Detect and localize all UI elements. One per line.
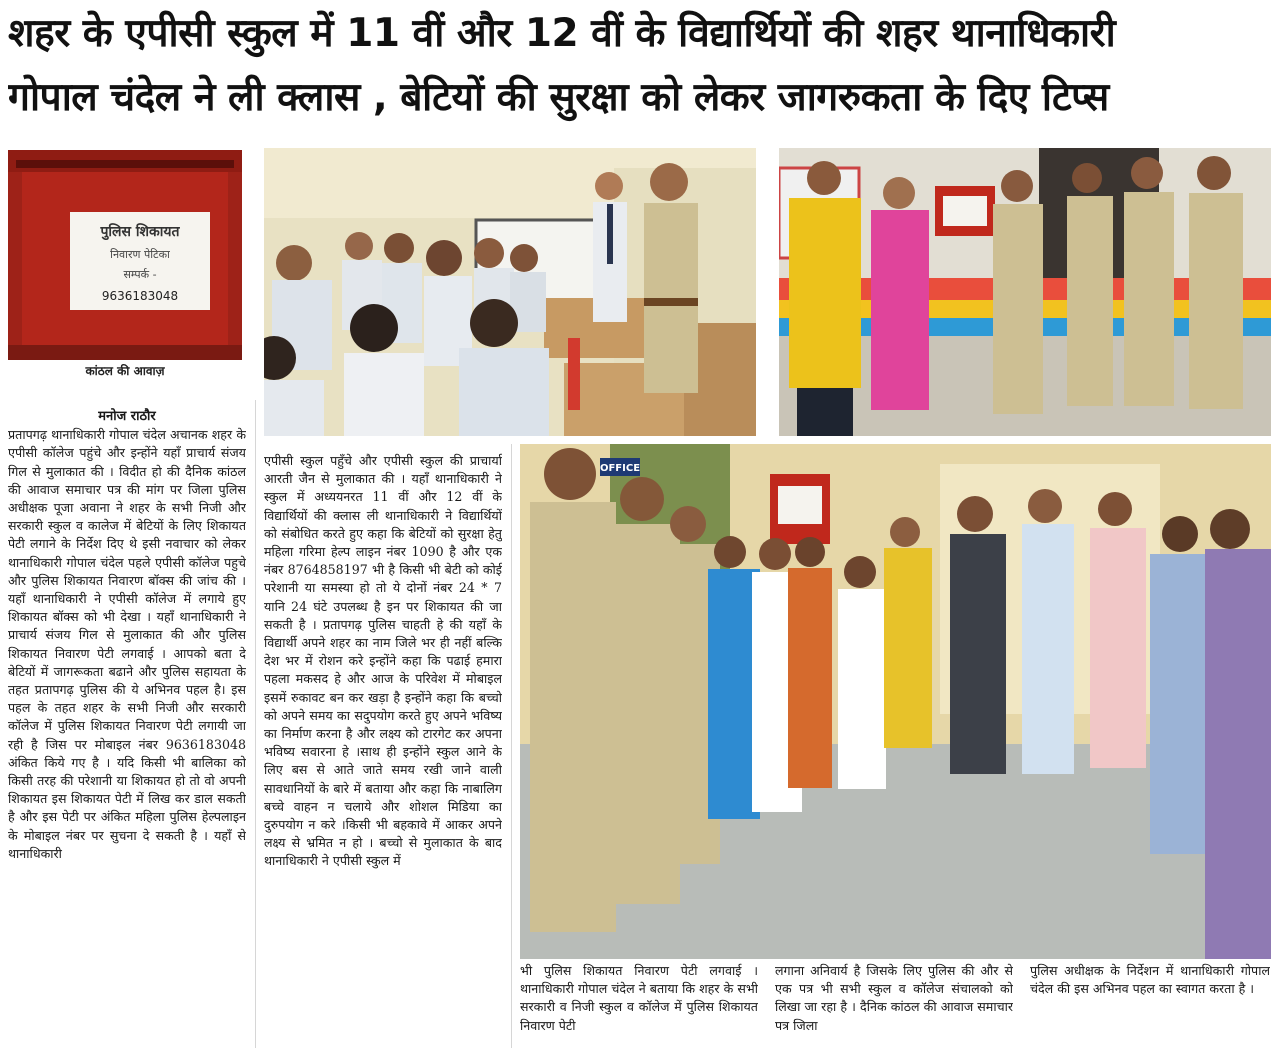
article-column-4	[775, 962, 1013, 1050]
article-text-col5: पुलिस अधीक्षक के निर्देशन में थानाधिकारी गोपाल चंदेल की इस अभिनव पहल का स्वागत करता है ।	[1030, 963, 1270, 997]
complaint-box-subtitle: निवारण पेटिका	[110, 248, 170, 261]
complaint-box-phone: 9636183048	[101, 289, 179, 303]
complaint-box-contact: सम्पर्क -	[123, 268, 157, 281]
complaint-box-photo	[8, 150, 242, 360]
column-rule-1	[255, 400, 256, 1048]
officials-group-photo	[779, 148, 1271, 436]
article-column-2	[264, 452, 502, 1050]
article-text-col1: प्रतापगढ़ थानाधिकारी गोपाल चंदेल अचानक शहर के एपीसी कॉलेज पहुंचे और इन्होंने यहाँ प्राचार्य संजय गिल से मुलाकात की । विदीत हो की दैनिक कांठल की आवाज समाचार पत्र की मांग पर जिला पुलिस अधीक्षक पूजा अवाना ने शहर के सभी निजी और सरकारी स्कुल व कालेज में बेटियों के लिए शिकायत पेटी लगाने के निर्देश दिए थे इसी नवाचार को लेकर थानाधिकारी गोपाल चंदेल पहले एपीसी कॉलेज पहुचे और पुलिस शिकायत निवारण बॉक्स की जांच की । यहाँ थानाधिकारी ने एपीसी कॉलेज में लगाये हुए शिकायत बॉक्स को भी देखा । यहाँ थानाधिकारी ने प्राचार्य संजय गिल से मुलाकात की और पुलिस शिकायत निवारण पेटी लगवाई । आपको बता दे बेटियों में जागरूकता बढाने और पुलिस सहायता के तहत प्रतापगढ़ पुलिस की ये अभिनव पहल है। इस पहल के तहत शहर के सभी निजी और सरकारी कॉलेज में पुलिस शिकायत निवारण पेटी लगायी जा रही है जिस पर मोबाइल नंबर 9636183048 अंकित किये गए है । यदि किसी भी बालिका को किसी तरह की परेशानी या शिकायत हो तो वो अपनी शिकायत इस शिकायत पेटी में लिख कर डाल सकती है और इस पेटी पर अंकित महिला पुलिस हेल्पलाइन के मोबाइल नंबर पर सुचना दे सकती है । यहाँ से थानाधिकारी	[8, 427, 246, 861]
headline-line-1: शहर के एपीसी स्कुल में 11 वीं और 12 वीं के विद्यार्थियों की शहर थानाधिकारी	[8, 11, 1116, 56]
complaint-box-title: पुलिस शिकायत	[100, 224, 180, 240]
article-column-3	[520, 962, 758, 1050]
headline-line-2: गोपाल चंदेल ने ली क्लास , बेटियों की सुरक्षा को लेकर जागरुकता के दिए टिप्स	[8, 75, 1109, 120]
article-text-col3: भी पुलिस शिकायत निवारण पेटी लगवाई । थानाधिकारी गोपाल चंदेल ने बताया कि शहर के सभी सरकारी व निजी स्कुल व कॉलेज में पुलिस शिकायत निवारण पेटी	[520, 963, 758, 1033]
article-column-5	[1030, 962, 1270, 1050]
classroom-photo	[264, 148, 756, 436]
article-text-col4: लगाना अनिवार्य है जिसके लिए पुलिस की और से एक पत्र भी सभी स्कुल व कॉलेज संचालको को लिखा जा रहा है । दैनिक कांठल की आवाज समाचार पत्र जिला	[775, 963, 1013, 1033]
headline	[8, 2, 1270, 130]
students-police-group-photo	[520, 444, 1271, 959]
article-column-1	[8, 408, 246, 1050]
byline: मनोज राठौर	[98, 409, 156, 424]
office-door-sign: OFFICE	[599, 463, 641, 474]
column-rule-2	[511, 444, 512, 1048]
photo-caption: कांठल की आवाज़	[85, 364, 165, 378]
article-text-col2: एपीसी स्कुल पहुँचे और एपीसी स्कुल की प्राचार्या आरती जैन से मुलाकात की । यहाँ थानाधिकारी ने स्कुल में अध्ययनरत 11 वीं और 12 वीं के विद्यार्थियों की क्लास ली थानाधिकारी ने विद्यार्थियों को संबोधित करते हुए कहा कि बेटियों को सुरक्षा हेतु महिला गरिमा हेल्प लाइन नंबर 1090 है और एक नंबर 8764858197 भी है किसी भी बेटी को कोई परेशानी या समस्या हो तो ये दोनों नंबर 24 * 7 यानि 24 घंटे उपलब्ध है इन पर शिकायत की जा सकती है । प्रतापगढ़ पुलिस चाहती हे की यहाँ के विद्यार्थी अपने शहर का नाम जिले भर ही नहीं बल्कि देश भर में रोशन करे इन्होंने कहा कि पढाई हमारा पहला मकसद हे और आज के परिवेश में मोबाइल इसमें रुकावट बन कर खड़ा है इन्होंने कहा कि बच्चो को अपने समय का सदुपयोग करते हुए अपने भविष्य का निर्माण करना है और लक्ष्य को टारगेट कर अपना भविष्य सवारना हे ।साथ ही इन्होंने स्कुल आने के लिए बस से आते जाते समय रखी जाने वाली सावधानियों के बारे में बताया और कहा कि नाबालिग बच्चे वाहन न चलाये और शोशल मिडिया का दुरुपयोग न करे ।किसी भी बहकावे में आकर अपने लक्ष्य से भ्रमित न हो । बच्चो से मुलाकात के बाद थानाधिकारी ने एपीसी स्कुल में	[264, 453, 502, 869]
